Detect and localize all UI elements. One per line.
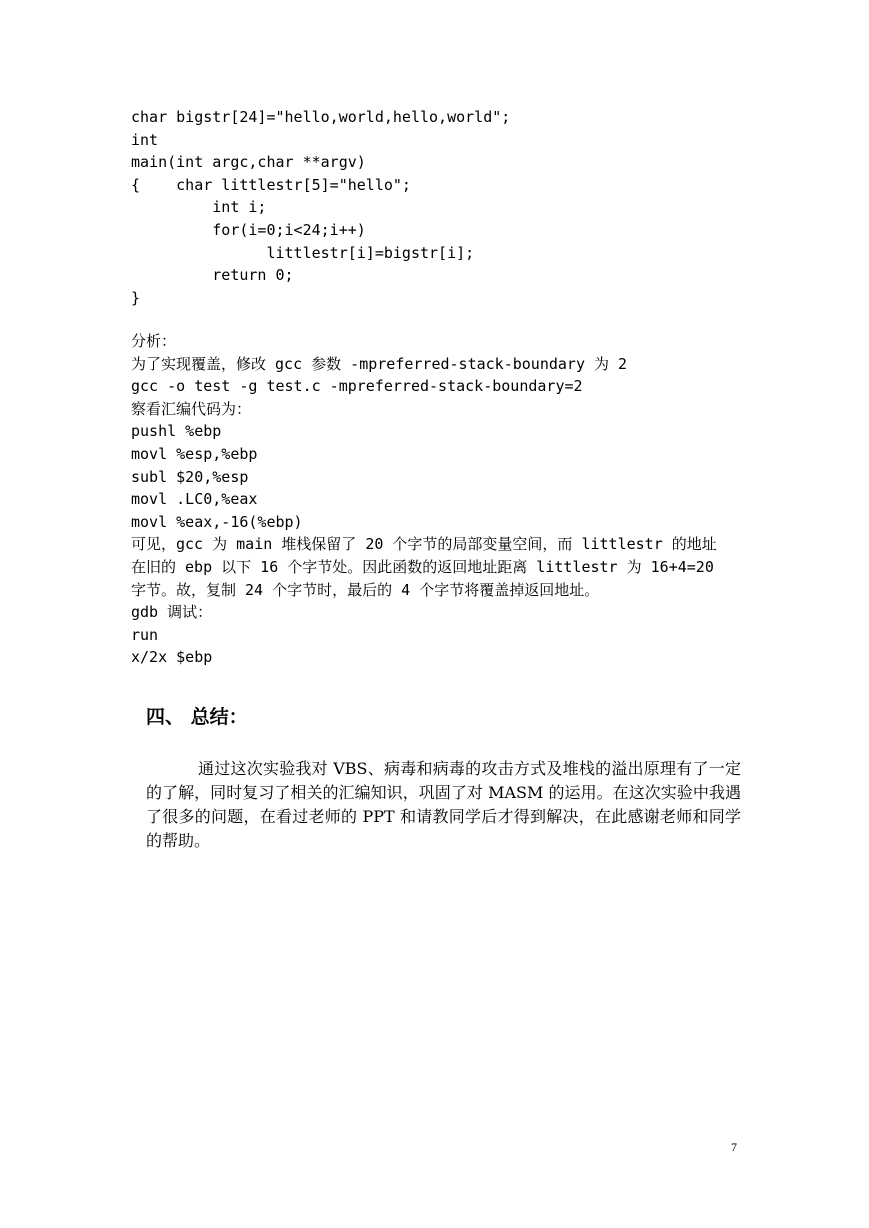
code-line: littlestr[i]=bigstr[i];: [131, 243, 475, 262]
analysis-line: movl %esp,%ebp: [131, 444, 258, 463]
code-line: }: [131, 288, 141, 307]
code-line: main(int argc,char **argv): [131, 153, 366, 172]
code-line: int i;: [131, 198, 267, 217]
analysis-line: movl .LC0,%eax: [131, 490, 258, 509]
code-line: char bigstr[24]="hello,world,hello,world";: [131, 108, 511, 126]
analysis-line: 字节。故，复制 24 个字节时，最后的 4 个字节将覆盖掉返回地址。: [131, 580, 600, 599]
analysis-line: 为了实现覆盖，修改 gcc 参数 -mpreferred-stack-boundary 为 2: [131, 354, 628, 373]
analysis-section: [131, 330, 717, 669]
code-line: { char littlestr[5]="hello";: [131, 175, 411, 194]
analysis-line: movl %eax,-16(%ebp): [131, 512, 303, 531]
code-line: int: [131, 130, 159, 149]
analysis-line: gdb 调试：: [131, 603, 213, 622]
code-line: return 0;: [131, 266, 294, 285]
analysis-line: 察看汇编代码为：: [131, 399, 252, 418]
page-number: 7: [731, 1140, 737, 1154]
analysis-line: 分析：: [131, 332, 177, 350]
code-listing: [131, 106, 510, 309]
analysis-line: run: [131, 625, 159, 644]
summary-heading: 四、 总结：: [146, 706, 248, 728]
analysis-line: 在旧的 ebp 以下 16 个字节处。因此函数的返回地址距离 littlestr 为 16+4=20: [131, 557, 714, 576]
analysis-line: pushl %ebp: [131, 422, 222, 441]
analysis-line: subl $20,%esp: [131, 467, 249, 486]
analysis-line: gcc -o test -g test.c -mpreferred-stack-boundary=2: [131, 377, 583, 396]
analysis-line: 可见，gcc 为 main 堆栈保留了 20 个字节的局部变量空间，而 littlestr 的地址: [131, 535, 717, 554]
analysis-line: x/2x $ebp: [131, 648, 213, 667]
summary-paragraph: 通过这次实验我对 VBS、病毒和病毒的攻击方式及堆栈的溢出原理有了一定的了解，同时复习了相关的汇编知识，巩固了对 MASM 的运用。在这次实验中我遇了很多的问题，在看过老师的 PPT 和请教同学后才得到解决，在此感谢老师和同学的帮助。: [146, 759, 741, 850]
code-line: for(i=0;i<24;i++): [131, 220, 366, 239]
